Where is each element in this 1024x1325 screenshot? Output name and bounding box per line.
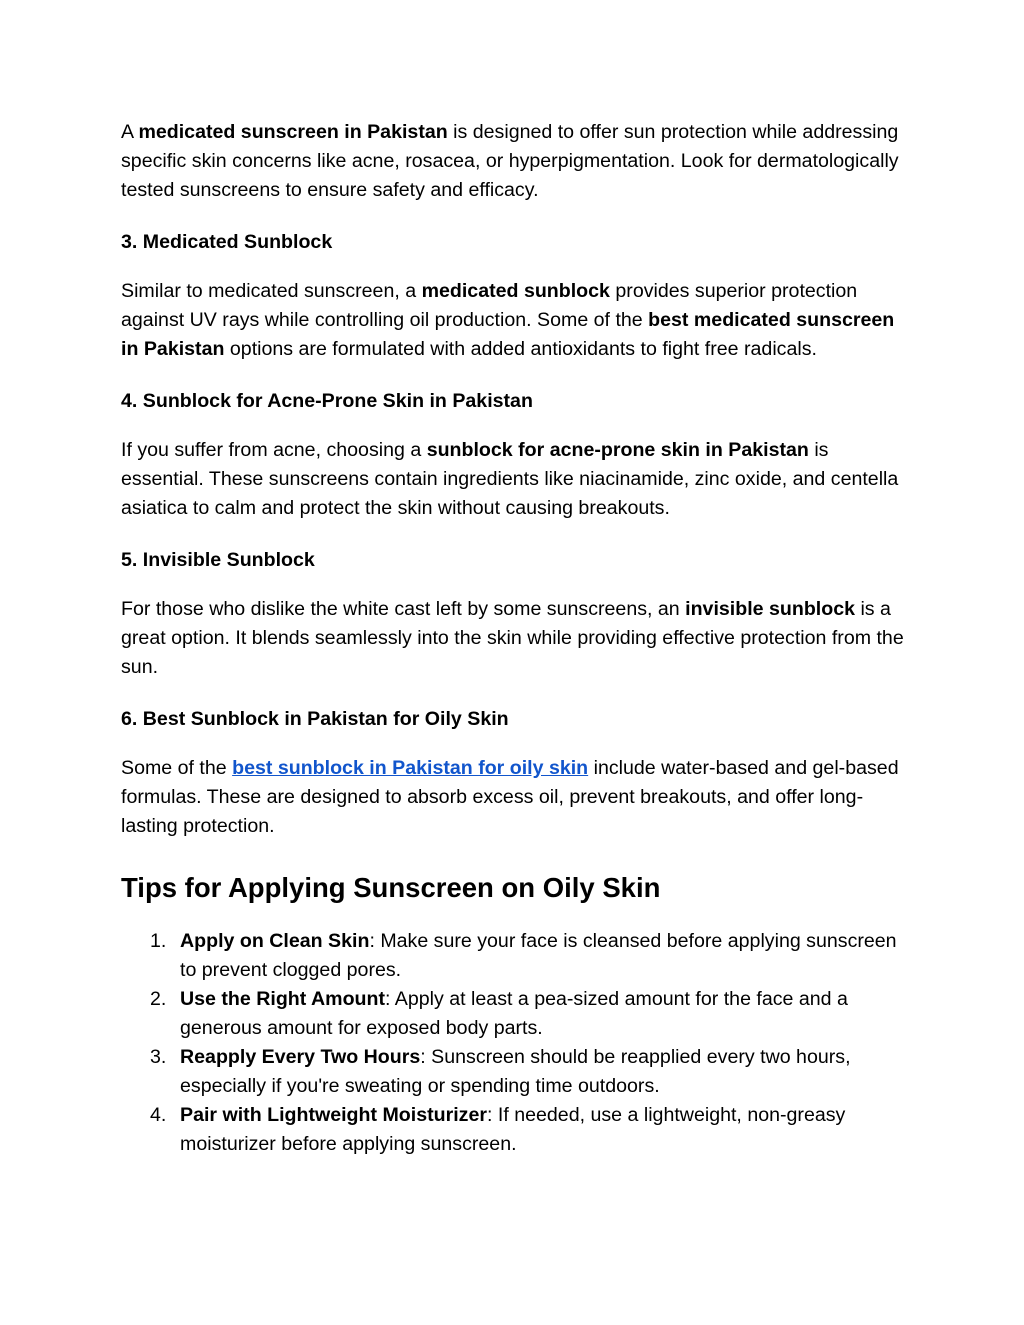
document-page [121,118,911,1159]
intro-paragraph: A medicated sunscreen in Pakistan is designed to offer sun protection while addressing specific skin concerns like acne, rosacea, or hyperpigmentation. Look for dermatologically tested sunscreens to ensure safety and efficacy. [121,121,899,201]
section-paragraph-medicated-sunblock: Similar to medicated sunscreen, a medicated sunblock provides superior protection against UV rays while controlling oil production. Some of the best medicated sunscreen in Pakistan options are formulated with added antioxidants to fight free radicals. [121,280,895,360]
list-item: 1. Apply on Clean Skin: Make sure your face is cleansed before applying sunscreen to prevent clogged pores. [150,930,897,981]
tips-heading: Tips for Applying Sunscreen on Oily Skin [121,872,661,903]
section-paragraph-oily-skin: Some of the best sunblock in Pakistan for oily skin include water-based and gel-based formulas. These are designed to absorb excess oil, prevent breakouts, and offer long-lasting protection. [121,757,899,837]
oily-skin-sunblock-link[interactable]: best sunblock in Pakistan for oily skin [232,757,589,779]
section-heading-acne-prone: 4. Sunblock for Acne-Prone Skin in Pakistan [121,390,533,412]
section-heading-oily-skin: 6. Best Sunblock in Pakistan for Oily Skin [121,708,509,730]
section-heading-invisible-sunblock: 5. Invisible Sunblock [121,549,315,571]
list-item: 4. Pair with Lightweight Moisturizer: If needed, use a lightweight, non-greasy moisturizer before applying sunscreen. [150,1104,846,1155]
section-heading-medicated-sunblock: 3. Medicated Sunblock [121,231,333,253]
intro-bold-phrase: medicated sunscreen in Pakistan [138,121,448,143]
section-paragraph-acne-prone: If you suffer from acne, choosing a sunblock for acne-prone skin in Pakistan is essential. These sunscreens contain ingredients like niacinamide, zinc oxide, and centella asiatica to calm and protect the skin without causing breakouts. [121,439,899,519]
tips-list [121,927,911,1159]
list-item: 3. Reapply Every Two Hours: Sunscreen should be reapplied every two hours, especially if you're sweating or spending time outdoors. [150,1046,851,1097]
list-item: 2. Use the Right Amount: Apply at least a pea-sized amount for the face and a generous amount for exposed body parts. [150,988,848,1039]
section-paragraph-invisible-sunblock: For those who dislike the white cast left by some sunscreens, an invisible sunblock is a great option. It blends seamlessly into the skin while providing effective protection from the sun. [121,598,904,678]
